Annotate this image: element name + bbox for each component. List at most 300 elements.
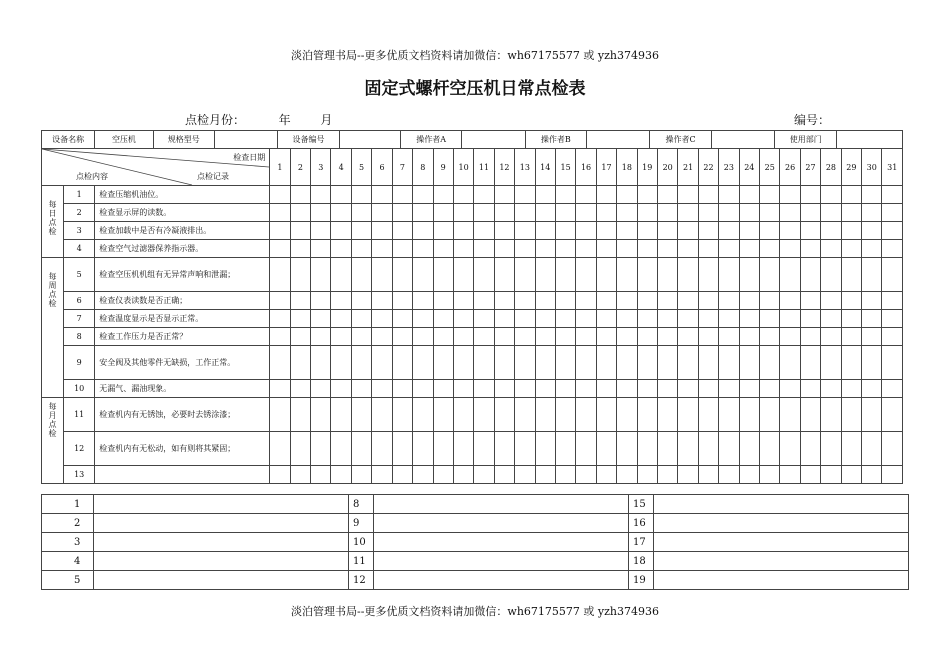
record-cell[interactable] <box>698 346 718 380</box>
record-cell[interactable] <box>760 204 780 222</box>
notes-cell[interactable] <box>94 552 349 571</box>
record-cell[interactable] <box>678 240 698 258</box>
record-cell[interactable] <box>821 222 841 240</box>
record-cell[interactable] <box>739 310 759 328</box>
record-cell[interactable] <box>290 204 310 222</box>
record-cell[interactable] <box>433 328 453 346</box>
record-cell[interactable] <box>719 310 739 328</box>
record-cell[interactable] <box>515 328 535 346</box>
notes-cell[interactable] <box>374 552 629 571</box>
record-cell[interactable] <box>433 240 453 258</box>
record-cell[interactable] <box>862 398 882 432</box>
record-cell[interactable] <box>494 398 514 432</box>
record-cell[interactable] <box>739 380 759 398</box>
record-cell[interactable] <box>535 204 555 222</box>
record-cell[interactable] <box>678 380 698 398</box>
record-cell[interactable] <box>535 398 555 432</box>
record-cell[interactable] <box>270 346 290 380</box>
record-cell[interactable] <box>413 310 433 328</box>
record-cell[interactable] <box>800 466 820 484</box>
record-cell[interactable] <box>719 240 739 258</box>
record-cell[interactable] <box>515 346 535 380</box>
record-cell[interactable] <box>657 310 677 328</box>
record-cell[interactable] <box>841 346 861 380</box>
record-cell[interactable] <box>637 292 657 310</box>
record-cell[interactable] <box>637 186 657 204</box>
record-cell[interactable] <box>576 258 596 292</box>
record-cell[interactable] <box>413 292 433 310</box>
record-cell[interactable] <box>780 240 800 258</box>
record-cell[interactable] <box>637 310 657 328</box>
record-cell[interactable] <box>821 398 841 432</box>
record-cell[interactable] <box>270 204 290 222</box>
record-cell[interactable] <box>596 204 616 222</box>
record-cell[interactable] <box>678 222 698 240</box>
record-cell[interactable] <box>862 328 882 346</box>
record-cell[interactable] <box>617 292 637 310</box>
record-cell[interactable] <box>739 328 759 346</box>
record-cell[interactable] <box>882 222 903 240</box>
record-cell[interactable] <box>800 240 820 258</box>
record-cell[interactable] <box>800 380 820 398</box>
record-cell[interactable] <box>821 292 841 310</box>
record-cell[interactable] <box>637 398 657 432</box>
record-cell[interactable] <box>290 380 310 398</box>
record-cell[interactable] <box>882 380 903 398</box>
record-cell[interactable] <box>882 328 903 346</box>
operator-a-value[interactable] <box>462 131 525 148</box>
record-cell[interactable] <box>270 222 290 240</box>
record-cell[interactable] <box>617 346 637 380</box>
record-cell[interactable] <box>555 240 575 258</box>
record-cell[interactable] <box>596 328 616 346</box>
record-cell[interactable] <box>678 466 698 484</box>
record-cell[interactable] <box>474 398 494 432</box>
record-cell[interactable] <box>494 186 514 204</box>
record-cell[interactable] <box>698 292 718 310</box>
record-cell[interactable] <box>760 466 780 484</box>
record-cell[interactable] <box>453 292 473 310</box>
record-cell[interactable] <box>841 328 861 346</box>
record-cell[interactable] <box>596 292 616 310</box>
record-cell[interactable] <box>576 466 596 484</box>
record-cell[interactable] <box>515 466 535 484</box>
record-cell[interactable] <box>800 222 820 240</box>
record-cell[interactable] <box>290 346 310 380</box>
record-cell[interactable] <box>555 258 575 292</box>
record-cell[interactable] <box>433 432 453 466</box>
record-cell[interactable] <box>617 186 637 204</box>
record-cell[interactable] <box>576 398 596 432</box>
record-cell[interactable] <box>882 186 903 204</box>
record-cell[interactable] <box>413 432 433 466</box>
record-cell[interactable] <box>433 310 453 328</box>
record-cell[interactable] <box>719 380 739 398</box>
record-cell[interactable] <box>596 398 616 432</box>
record-cell[interactable] <box>576 240 596 258</box>
record-cell[interactable] <box>698 380 718 398</box>
record-cell[interactable] <box>637 346 657 380</box>
notes-cell[interactable] <box>94 495 349 514</box>
record-cell[interactable] <box>657 204 677 222</box>
record-cell[interactable] <box>596 258 616 292</box>
record-cell[interactable] <box>453 186 473 204</box>
record-cell[interactable] <box>841 432 861 466</box>
record-cell[interactable] <box>841 204 861 222</box>
record-cell[interactable] <box>453 380 473 398</box>
record-cell[interactable] <box>474 222 494 240</box>
record-cell[interactable] <box>760 310 780 328</box>
record-cell[interactable] <box>372 432 392 466</box>
record-cell[interactable] <box>453 240 473 258</box>
record-cell[interactable] <box>413 204 433 222</box>
record-cell[interactable] <box>392 328 412 346</box>
record-cell[interactable] <box>290 310 310 328</box>
record-cell[interactable] <box>862 292 882 310</box>
record-cell[interactable] <box>392 310 412 328</box>
record-cell[interactable] <box>331 466 351 484</box>
record-cell[interactable] <box>331 222 351 240</box>
record-cell[interactable] <box>494 292 514 310</box>
notes-cell[interactable] <box>374 514 629 533</box>
record-cell[interactable] <box>515 186 535 204</box>
record-cell[interactable] <box>821 186 841 204</box>
record-cell[interactable] <box>474 258 494 292</box>
record-cell[interactable] <box>698 328 718 346</box>
record-cell[interactable] <box>760 398 780 432</box>
record-cell[interactable] <box>535 240 555 258</box>
record-cell[interactable] <box>576 328 596 346</box>
record-cell[interactable] <box>698 398 718 432</box>
record-cell[interactable] <box>331 258 351 292</box>
record-cell[interactable] <box>555 222 575 240</box>
record-cell[interactable] <box>311 186 331 204</box>
record-cell[interactable] <box>515 310 535 328</box>
record-cell[interactable] <box>719 398 739 432</box>
record-cell[interactable] <box>780 204 800 222</box>
record-cell[interactable] <box>453 466 473 484</box>
record-cell[interactable] <box>555 310 575 328</box>
record-cell[interactable] <box>270 258 290 292</box>
record-cell[interactable] <box>372 204 392 222</box>
record-cell[interactable] <box>739 186 759 204</box>
record-cell[interactable] <box>535 346 555 380</box>
record-cell[interactable] <box>555 292 575 310</box>
notes-cell[interactable] <box>654 552 909 571</box>
record-cell[interactable] <box>311 222 331 240</box>
record-cell[interactable] <box>698 204 718 222</box>
record-cell[interactable] <box>372 328 392 346</box>
record-cell[interactable] <box>617 380 637 398</box>
record-cell[interactable] <box>474 466 494 484</box>
record-cell[interactable] <box>392 346 412 380</box>
record-cell[interactable] <box>555 380 575 398</box>
record-cell[interactable] <box>617 204 637 222</box>
record-cell[interactable] <box>657 432 677 466</box>
record-cell[interactable] <box>780 432 800 466</box>
operator-b-value[interactable] <box>587 131 650 148</box>
record-cell[interactable] <box>739 432 759 466</box>
record-cell[interactable] <box>780 292 800 310</box>
record-cell[interactable] <box>882 432 903 466</box>
record-cell[interactable] <box>882 466 903 484</box>
record-cell[interactable] <box>882 346 903 380</box>
record-cell[interactable] <box>637 466 657 484</box>
record-cell[interactable] <box>351 466 371 484</box>
record-cell[interactable] <box>433 380 453 398</box>
record-cell[interactable] <box>392 186 412 204</box>
record-cell[interactable] <box>331 310 351 328</box>
record-cell[interactable] <box>596 466 616 484</box>
record-cell[interactable] <box>576 186 596 204</box>
record-cell[interactable] <box>535 222 555 240</box>
record-cell[interactable] <box>515 292 535 310</box>
record-cell[interactable] <box>678 310 698 328</box>
record-cell[interactable] <box>760 380 780 398</box>
record-cell[interactable] <box>453 222 473 240</box>
record-cell[interactable] <box>698 240 718 258</box>
record-cell[interactable] <box>535 258 555 292</box>
record-cell[interactable] <box>862 204 882 222</box>
record-cell[interactable] <box>780 328 800 346</box>
record-cell[interactable] <box>882 310 903 328</box>
record-cell[interactable] <box>576 380 596 398</box>
record-cell[interactable] <box>739 258 759 292</box>
record-cell[interactable] <box>719 222 739 240</box>
record-cell[interactable] <box>311 466 331 484</box>
record-cell[interactable] <box>596 346 616 380</box>
record-cell[interactable] <box>311 258 331 292</box>
record-cell[interactable] <box>474 292 494 310</box>
record-cell[interactable] <box>555 186 575 204</box>
record-cell[interactable] <box>535 186 555 204</box>
record-cell[interactable] <box>433 204 453 222</box>
record-cell[interactable] <box>413 258 433 292</box>
record-cell[interactable] <box>555 346 575 380</box>
record-cell[interactable] <box>433 186 453 204</box>
record-cell[interactable] <box>780 346 800 380</box>
record-cell[interactable] <box>657 240 677 258</box>
record-cell[interactable] <box>780 258 800 292</box>
record-cell[interactable] <box>678 432 698 466</box>
record-cell[interactable] <box>433 292 453 310</box>
record-cell[interactable] <box>372 398 392 432</box>
record-cell[interactable] <box>882 258 903 292</box>
record-cell[interactable] <box>372 292 392 310</box>
record-cell[interactable] <box>453 432 473 466</box>
record-cell[interactable] <box>270 292 290 310</box>
record-cell[interactable] <box>841 466 861 484</box>
record-cell[interactable] <box>535 328 555 346</box>
record-cell[interactable] <box>351 328 371 346</box>
record-cell[interactable] <box>331 346 351 380</box>
record-cell[interactable] <box>637 328 657 346</box>
record-cell[interactable] <box>494 240 514 258</box>
record-cell[interactable] <box>657 380 677 398</box>
record-cell[interactable] <box>800 204 820 222</box>
record-cell[interactable] <box>392 292 412 310</box>
record-cell[interactable] <box>596 240 616 258</box>
record-cell[interactable] <box>372 310 392 328</box>
record-cell[interactable] <box>351 240 371 258</box>
record-cell[interactable] <box>351 398 371 432</box>
notes-cell[interactable] <box>654 533 909 552</box>
record-cell[interactable] <box>494 222 514 240</box>
record-cell[interactable] <box>372 258 392 292</box>
record-cell[interactable] <box>311 328 331 346</box>
record-cell[interactable] <box>698 466 718 484</box>
record-cell[interactable] <box>800 310 820 328</box>
record-cell[interactable] <box>698 432 718 466</box>
record-cell[interactable] <box>474 432 494 466</box>
record-cell[interactable] <box>596 186 616 204</box>
record-cell[interactable] <box>474 346 494 380</box>
record-cell[interactable] <box>719 432 739 466</box>
record-cell[interactable] <box>760 258 780 292</box>
record-cell[interactable] <box>760 186 780 204</box>
record-cell[interactable] <box>474 186 494 204</box>
record-cell[interactable] <box>617 432 637 466</box>
record-cell[interactable] <box>270 398 290 432</box>
record-cell[interactable] <box>678 398 698 432</box>
record-cell[interactable] <box>413 328 433 346</box>
record-cell[interactable] <box>596 222 616 240</box>
record-cell[interactable] <box>453 310 473 328</box>
record-cell[interactable] <box>311 292 331 310</box>
record-cell[interactable] <box>311 204 331 222</box>
notes-cell[interactable] <box>94 533 349 552</box>
record-cell[interactable] <box>372 380 392 398</box>
record-cell[interactable] <box>494 328 514 346</box>
record-cell[interactable] <box>657 466 677 484</box>
record-cell[interactable] <box>862 346 882 380</box>
record-cell[interactable] <box>555 204 575 222</box>
record-cell[interactable] <box>760 292 780 310</box>
record-cell[interactable] <box>392 432 412 466</box>
record-cell[interactable] <box>657 186 677 204</box>
record-cell[interactable] <box>311 240 331 258</box>
record-cell[interactable] <box>698 222 718 240</box>
record-cell[interactable] <box>331 380 351 398</box>
record-cell[interactable] <box>270 466 290 484</box>
record-cell[interactable] <box>270 186 290 204</box>
record-cell[interactable] <box>290 258 310 292</box>
record-cell[interactable] <box>678 204 698 222</box>
record-cell[interactable] <box>453 398 473 432</box>
notes-cell[interactable] <box>94 571 349 590</box>
record-cell[interactable] <box>351 186 371 204</box>
record-cell[interactable] <box>413 346 433 380</box>
record-cell[interactable] <box>821 240 841 258</box>
record-cell[interactable] <box>657 398 677 432</box>
record-cell[interactable] <box>841 240 861 258</box>
record-cell[interactable] <box>760 432 780 466</box>
record-cell[interactable] <box>331 398 351 432</box>
record-cell[interactable] <box>719 346 739 380</box>
record-cell[interactable] <box>739 222 759 240</box>
record-cell[interactable] <box>760 328 780 346</box>
record-cell[interactable] <box>617 466 637 484</box>
record-cell[interactable] <box>494 258 514 292</box>
record-cell[interactable] <box>270 240 290 258</box>
record-cell[interactable] <box>392 222 412 240</box>
record-cell[interactable] <box>453 346 473 380</box>
record-cell[interactable] <box>413 466 433 484</box>
record-cell[interactable] <box>780 398 800 432</box>
record-cell[interactable] <box>821 380 841 398</box>
record-cell[interactable] <box>351 258 371 292</box>
record-cell[interactable] <box>535 292 555 310</box>
notes-cell[interactable] <box>374 571 629 590</box>
notes-cell[interactable] <box>654 514 909 533</box>
record-cell[interactable] <box>555 466 575 484</box>
record-cell[interactable] <box>637 258 657 292</box>
record-cell[interactable] <box>494 466 514 484</box>
notes-cell[interactable] <box>654 495 909 514</box>
record-cell[interactable] <box>392 398 412 432</box>
record-cell[interactable] <box>372 222 392 240</box>
record-cell[interactable] <box>800 258 820 292</box>
device-code-value[interactable] <box>339 131 400 148</box>
record-cell[interactable] <box>841 292 861 310</box>
record-cell[interactable] <box>515 240 535 258</box>
record-cell[interactable] <box>678 328 698 346</box>
record-cell[interactable] <box>637 240 657 258</box>
record-cell[interactable] <box>678 186 698 204</box>
record-cell[interactable] <box>535 432 555 466</box>
record-cell[interactable] <box>392 380 412 398</box>
record-cell[interactable] <box>862 258 882 292</box>
record-cell[interactable] <box>331 328 351 346</box>
record-cell[interactable] <box>698 310 718 328</box>
record-cell[interactable] <box>617 258 637 292</box>
record-cell[interactable] <box>657 222 677 240</box>
record-cell[interactable] <box>576 292 596 310</box>
record-cell[interactable] <box>862 380 882 398</box>
record-cell[interactable] <box>576 222 596 240</box>
record-cell[interactable] <box>311 380 331 398</box>
record-cell[interactable] <box>535 380 555 398</box>
record-cell[interactable] <box>617 398 637 432</box>
record-cell[interactable] <box>800 398 820 432</box>
record-cell[interactable] <box>555 432 575 466</box>
record-cell[interactable] <box>821 204 841 222</box>
record-cell[interactable] <box>331 186 351 204</box>
record-cell[interactable] <box>290 432 310 466</box>
record-cell[interactable] <box>800 432 820 466</box>
record-cell[interactable] <box>657 346 677 380</box>
record-cell[interactable] <box>862 240 882 258</box>
record-cell[interactable] <box>331 292 351 310</box>
record-cell[interactable] <box>657 258 677 292</box>
record-cell[interactable] <box>739 204 759 222</box>
record-cell[interactable] <box>739 240 759 258</box>
record-cell[interactable] <box>351 310 371 328</box>
record-cell[interactable] <box>453 258 473 292</box>
record-cell[interactable] <box>678 346 698 380</box>
record-cell[interactable] <box>719 328 739 346</box>
record-cell[interactable] <box>474 204 494 222</box>
record-cell[interactable] <box>433 466 453 484</box>
record-cell[interactable] <box>413 398 433 432</box>
notes-cell[interactable] <box>94 514 349 533</box>
record-cell[interactable] <box>617 310 637 328</box>
record-cell[interactable] <box>576 432 596 466</box>
record-cell[interactable] <box>678 258 698 292</box>
record-cell[interactable] <box>862 466 882 484</box>
record-cell[interactable] <box>311 310 331 328</box>
notes-cell[interactable] <box>374 495 629 514</box>
